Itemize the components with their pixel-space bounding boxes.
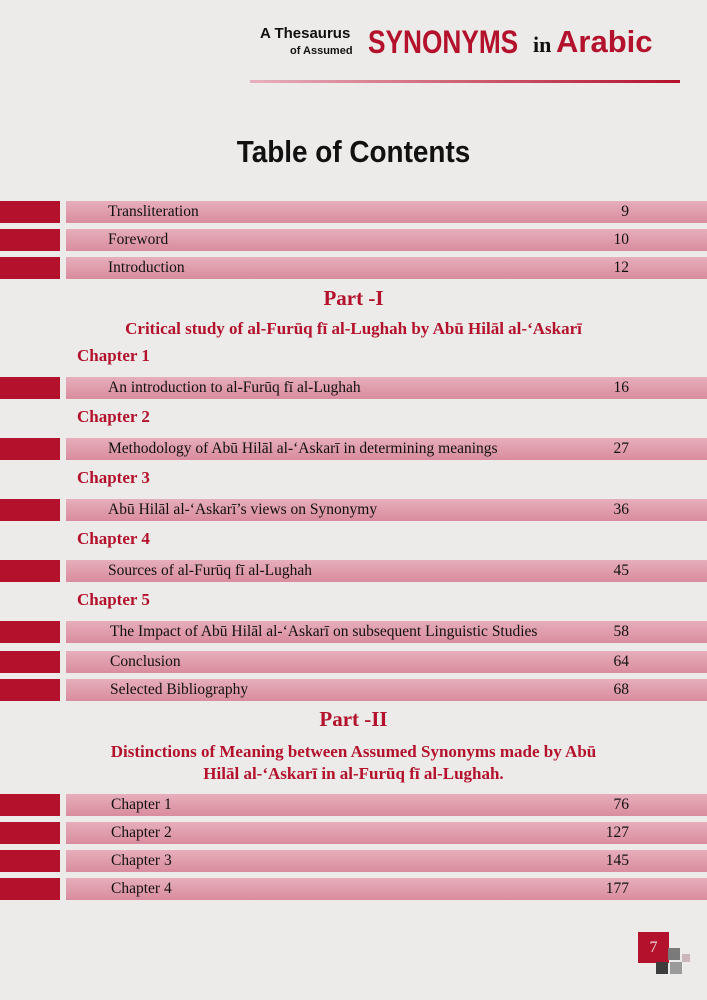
decor-square [670,962,682,974]
toc-row-p2-chapter-3[interactable] [0,850,707,872]
decor-square [668,948,680,960]
header-underline [250,80,680,83]
toc-row-chapter-2[interactable] [0,438,707,460]
toc-entry-page: 177 [605,880,629,897]
toc-entry-label: Chapter 3 [111,852,172,869]
toc-entry-page: 127 [605,824,629,841]
toc-row-foreword[interactable] [0,229,707,251]
toc-entry-page: 10 [613,231,629,248]
toc-entry-page: 16 [613,379,629,396]
toc-row-transliteration[interactable] [0,201,707,223]
row-tab [0,560,60,582]
toc-entry-page: 64 [613,653,629,670]
toc-entry-label: Abū Hilāl al-‘Askarī’s views on Synonymy [108,501,378,518]
header-line2: of Assumed [290,45,353,57]
toc-entry-page: 145 [605,852,629,869]
header-synonyms: SYNONYMS [368,24,519,60]
toc-entry-label: Transliteration [108,203,199,220]
row-tab [0,878,60,900]
part-1-heading: Part -I [323,286,384,310]
toc-row-chapter-5[interactable] [0,621,707,643]
row-tab [0,229,60,251]
toc-entry-label: Conclusion [110,653,181,670]
row-tab [0,377,60,399]
part-2-subtitle-line1: Distinctions of Meaning between Assumed Synonyms made by Abū [110,742,597,761]
toc-entry-page: 36 [613,501,629,518]
row-tab [0,679,60,701]
chapter-1-heading: Chapter 1 [77,346,150,365]
toc-entry-page: 27 [613,440,629,457]
row-tab [0,850,60,872]
toc-entry-label: An introduction to al-Furūq fī al-Lughah [108,379,361,396]
decor-square [682,954,690,962]
toc-entry-label: Foreword [108,231,169,248]
header-line1: A Thesaurus [260,25,351,42]
chapter-3-heading: Chapter 3 [77,468,150,487]
decor-square [656,962,668,974]
toc-entry-label: Chapter 2 [111,824,172,841]
toc-row-p2-chapter-4[interactable] [0,878,707,900]
row-tab [0,201,60,223]
part-2-subtitle-line2: Hilāl al-‘Askarī in al-Furūq fī al-Lughah. [203,764,504,783]
row-tab [0,651,60,673]
book-header [250,18,670,70]
toc-entry-label: Sources of al-Furūq fī al-Lughah [108,562,313,579]
toc-entry-page: 9 [621,203,629,220]
toc-entry-page: 12 [613,259,629,276]
part-2-heading: Part -II [319,707,388,731]
header-arabic: Arabic [556,24,653,59]
row-tab [0,822,60,844]
part-1-subtitle: Critical study of al-Furūq fī al-Lughah by Abū Hilāl al-‘Askarī [125,319,582,338]
toc-entry-label: Introduction [108,259,185,276]
toc-row-chapter-1[interactable] [0,377,707,399]
toc-entry-label: Chapter 4 [111,880,172,897]
row-tab [0,621,60,643]
toc-entry-label: Methodology of Abū Hilāl al-‘Askarī in determining meanings [108,440,498,457]
header-in: in [533,32,552,57]
page-number: 7 [638,932,669,963]
row-tab [0,438,60,460]
row-tab [0,257,60,279]
toc-row-conclusion[interactable] [0,651,707,673]
chapter-5-heading: Chapter 5 [77,590,150,609]
toc-row-p2-chapter-2[interactable] [0,822,707,844]
toc-entry-label: Selected Bibliography [110,681,249,698]
chapter-4-heading: Chapter 4 [77,529,150,548]
toc-row-introduction[interactable] [0,257,707,279]
row-tab [0,794,60,816]
toc-entry-page: 45 [613,562,629,579]
toc-row-p2-chapter-1[interactable] [0,794,707,816]
toc-entry-label: The Impact of Abū Hilāl al-‘Askarī on subsequent Linguistic Studies [110,623,538,640]
page-title: Table of Contents [236,134,471,169]
toc-entry-page: 58 [613,623,629,640]
toc-row-bibliography[interactable] [0,679,707,701]
toc-entry-page: 76 [613,796,629,813]
toc-row-chapter-4[interactable] [0,560,707,582]
row-tab [0,499,60,521]
toc-entry-page: 68 [613,681,629,698]
toc-entry-label: Chapter 1 [111,796,172,813]
chapter-2-heading: Chapter 2 [77,407,150,426]
toc-row-chapter-3[interactable] [0,499,707,521]
